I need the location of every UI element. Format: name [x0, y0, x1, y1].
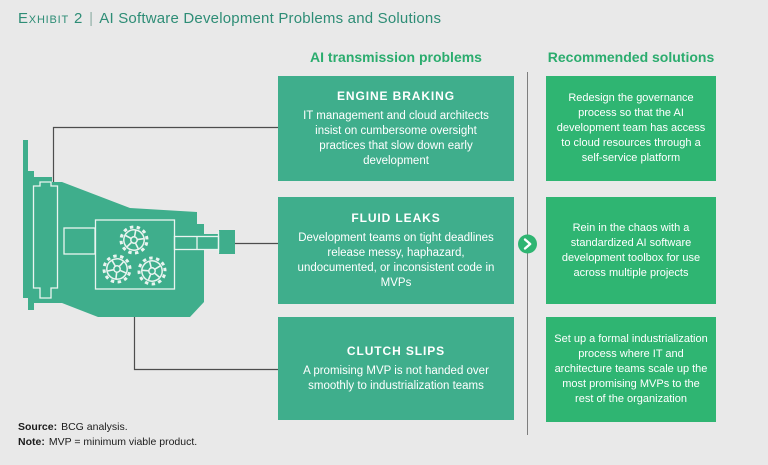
footer-note — [18, 435, 197, 450]
exhibit-title — [18, 10, 441, 27]
card-body: Set up a formal industrialization process where IT and architecture teams scale up the most promising MVPs to the rest of the organization — [554, 333, 708, 405]
column-header-solutions: Recommended solutions — [547, 49, 715, 65]
title-text: AI Software Development Problems and Solutions — [99, 10, 442, 27]
arrow-circle-icon — [518, 235, 537, 254]
footer-source-text: BCG analysis. — [61, 421, 128, 433]
connector-line-engine-braking — [54, 128, 279, 201]
card-body: Development teams on tight deadlines release messy, haphazard, undocumented, or inconsistent code in MVPs — [297, 231, 495, 289]
exhibit-label: Exhibit 2 — [18, 10, 84, 27]
transmission-body — [23, 140, 235, 317]
footer-note-label: Note: — [18, 436, 45, 448]
footer-source — [18, 420, 197, 435]
solution-card-3 — [546, 317, 716, 422]
card-body: IT management and cloud architects insist on cumbersome oversight practices that slow down early development — [303, 109, 489, 167]
card-title: ENGINE BRAKING — [337, 88, 455, 103]
problem-card-fluid-leaks — [278, 197, 514, 304]
footer-note-text: MVP = minimum viable product. — [48, 436, 198, 448]
column-header-problems: AI transmission problems — [310, 49, 482, 65]
card-title: CLUTCH SLIPS — [346, 343, 446, 358]
problem-card-clutch-slips — [278, 317, 514, 420]
card-body: Redesign the governance process so that the AI development team has access to cloud resources through a self-service platform — [556, 92, 706, 164]
title-separator: | — [89, 10, 94, 27]
card-title: FLUID LEAKS — [351, 210, 441, 225]
solution-card-1 — [546, 76, 716, 181]
exhibit-footer — [18, 420, 197, 450]
problem-card-engine-braking — [278, 76, 514, 181]
solution-card-2 — [546, 197, 716, 304]
card-body: Rein in the chaos with a standardized AI software development toolbox for use across multiple projects — [561, 221, 701, 279]
footer-source-label: Source: — [18, 421, 58, 433]
card-body: A promising MVP is not handed over smoothly to industrialization teams — [303, 364, 489, 392]
